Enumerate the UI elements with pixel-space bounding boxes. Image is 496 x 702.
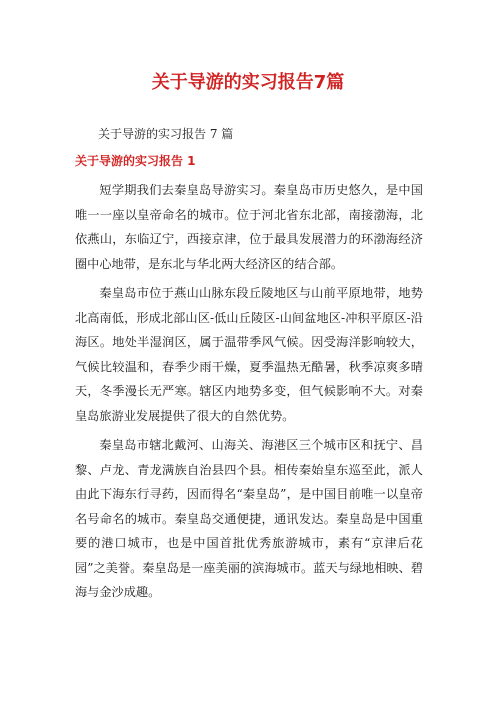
paragraph: 短学期我们去秦皇岛导游实习。秦皇岛市历史悠久，是中国唯一一座以皇帝命名的城市。位于河北省东北部，南接渤海，北依燕山，东临辽宁，西接京津，位于最具发展潜力的环渤海经济圈中心地带，是东北与华北两大经济区的结合部。 [75,183,423,271]
document-subtitle: 关于导游的实习报告 7 篇 [98,127,234,141]
paragraph: 秦皇岛市位于燕山山脉东段丘陵地区与山前平原地带，地势北高南低，形成北部山区-低山丘陵区-山间盆地区-冲积平原区-沿海区。地处半湿润区，属于温带季风气候。因受海洋影响较大，气候比较温和，春季少雨干燥，夏季温热无酷暑，秋季凉爽多晴天，冬季漫长无严寒。辖区内地势多变，但气候影响不大。对秦皇岛旅游业发展提供了很大的自然优势。 [75,286,423,423]
section-heading: 关于导游的实习报告 1 [75,154,196,168]
document-title: 关于导游的实习报告7篇 [151,72,345,93]
paragraph: 秦皇岛市辖北戴河、山海关、海港区三个城市区和抚宁、昌黎、卢龙、青龙满族自治县四个县。相传秦始皇东巡至此，派人由此下海东行寻药，因而得名“秦皇岛”，是中国目前唯一以皇帝名号命名的城市。秦皇岛交通便捷，通讯发达。秦皇岛是中国重要的港口城市，也是中国首批优秀旅游城市，素有“京津后花园”之美誉。秦皇岛是一座美丽的滨海城市。蓝天与绿地相映、碧海与金沙成趣。 [75,438,423,599]
document-body [75,178,423,610]
